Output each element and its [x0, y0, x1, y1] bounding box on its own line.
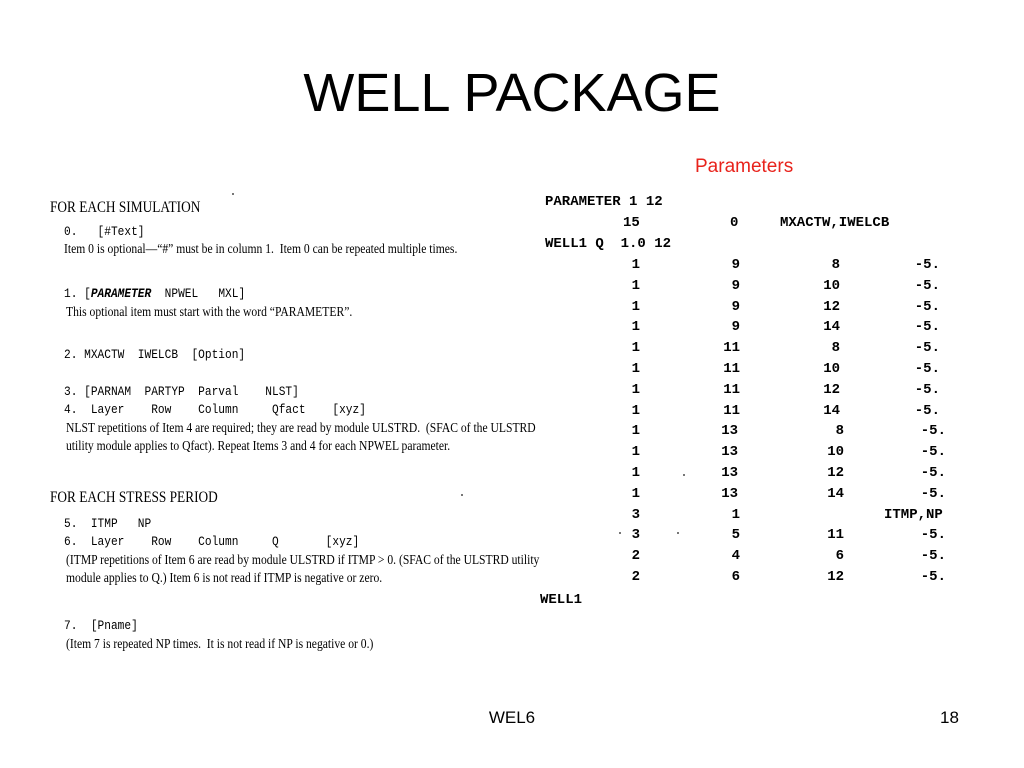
- item3-code: 3. [PARNAM PARTYP Parval NLST]: [64, 384, 299, 399]
- data-row: [540, 569, 980, 589]
- item0-code: 0. [#Text]: [64, 224, 145, 239]
- data-cell: 11: [723, 361, 740, 377]
- data-cell: 9: [731, 298, 740, 315]
- item7-code: 7. [Pname]: [64, 618, 138, 633]
- data-cell: -5.: [920, 527, 946, 544]
- well1-instance-line: WELL1: [540, 592, 583, 608]
- data-cell: 1: [631, 277, 640, 294]
- data-cell: 2: [631, 569, 640, 585]
- itmp-row: [540, 507, 980, 527]
- item2-code: 2. MXACTW IWELCB [Option]: [64, 347, 246, 362]
- data-cell: 1: [631, 319, 640, 336]
- data-cell: -5.: [920, 423, 946, 440]
- data-cell: 1: [631, 423, 640, 440]
- data-cell: 13: [721, 485, 738, 502]
- scan-speck: [232, 193, 234, 195]
- parameter-line: PARAMETER 1 12: [545, 194, 663, 210]
- data-cell: 14: [827, 485, 844, 502]
- data-cell: 10: [827, 444, 844, 461]
- item7-description: (Item 7 is repeated NP times. It is not read if NP is negative or 0.): [66, 636, 374, 651]
- stress-period-heading: FOR EACH STRESS PERIOD: [50, 489, 218, 506]
- data-cell: -5.: [914, 361, 940, 377]
- data-cell: -5.: [914, 402, 940, 419]
- items34-description-line1: NLST repetitions of Item 4 are required; they are read by module ULSTRD. (SFAC of the ULSTRD: [66, 420, 536, 435]
- data-cell: 6: [835, 548, 844, 565]
- data-row: [540, 465, 980, 485]
- data-row: [540, 423, 980, 443]
- data-cell: 8: [831, 340, 840, 357]
- mxactw-comment: MXACTW,IWELCB: [780, 215, 890, 231]
- item6-description-line1: (ITMP repetitions of Item 6 are read by module ULSTRD if ITMP > 0. (SFAC of the ULSTRD utility: [66, 552, 540, 567]
- data-cell: 12: [827, 569, 844, 585]
- data-cell: 12: [823, 298, 840, 315]
- input-instructions: [50, 192, 540, 662]
- data-cell: 11: [723, 340, 740, 357]
- data-row: [540, 361, 980, 381]
- data-cell: 1: [631, 340, 640, 357]
- data-cell: 1: [631, 402, 640, 419]
- data-cell: 1: [631, 485, 640, 502]
- data-row: [540, 257, 980, 277]
- data-cell: 3: [631, 506, 640, 523]
- data-cell: 1: [631, 257, 640, 273]
- data-cell: -5.: [914, 319, 940, 336]
- data-row: [540, 319, 980, 339]
- data-cell: -5.: [914, 298, 940, 315]
- data-row: [540, 299, 980, 319]
- data-cell: 1: [631, 381, 640, 398]
- data-cell: 2: [631, 548, 640, 565]
- data-cell: 10: [823, 277, 840, 294]
- page-number: 18: [940, 708, 959, 727]
- data-cell: -5.: [920, 465, 946, 481]
- item6-code: 6. Layer Row Column Q [xyz]: [64, 534, 360, 549]
- data-row: [540, 278, 980, 298]
- data-row: [540, 382, 980, 402]
- data-cell: -5.: [920, 485, 946, 502]
- data-cell: 5: [731, 527, 740, 544]
- item0-description: Item 0 is optional—“#” must be in column 1. Item 0 can be repeated multiple times.: [64, 241, 458, 256]
- data-cell: 4: [731, 548, 740, 565]
- data-cell: 1: [631, 444, 640, 461]
- data-cell: 9: [731, 257, 740, 273]
- data-cell: -5.: [920, 444, 946, 461]
- data-cell: 1: [731, 506, 740, 523]
- data-cell: 9: [731, 319, 740, 336]
- data-cell: 1: [631, 465, 640, 481]
- item1-description: This optional item must start with the word “PARAMETER”.: [66, 304, 353, 319]
- data-cell: -5.: [914, 277, 940, 294]
- data-cell: 3: [631, 527, 640, 544]
- scan-speck: [461, 494, 463, 496]
- param-definition-line: WELL1 Q 1.0 12: [545, 236, 672, 252]
- footer-label: WEL6: [488, 708, 536, 727]
- data-cell: -5.: [920, 569, 946, 585]
- data-cell: 11: [827, 527, 844, 544]
- parameters-label: Parameters: [695, 156, 794, 177]
- data-cell: -5.: [914, 257, 940, 273]
- data-row: [540, 340, 980, 360]
- data-cell: 6: [731, 569, 740, 585]
- data-cell: 13: [721, 423, 738, 440]
- parameter-keyword: PARAMETER: [90, 286, 152, 301]
- data-cell: -5.: [914, 340, 940, 357]
- data-cell: -5.: [914, 381, 940, 398]
- data-cell: 8: [831, 257, 840, 273]
- npwel-value: 15: [623, 215, 640, 231]
- data-cell: 11: [723, 402, 740, 419]
- data-cell: 13: [721, 444, 738, 461]
- data-row: [540, 444, 980, 464]
- data-row: [540, 403, 980, 423]
- data-cell: 11: [723, 381, 740, 398]
- data-cell: 13: [721, 465, 738, 481]
- data-row: [540, 527, 980, 547]
- data-row: [540, 548, 980, 568]
- data-cell: 14: [823, 319, 840, 336]
- simulation-heading: FOR EACH SIMULATION: [50, 199, 201, 216]
- item6-description-line2: module applies to Q.) Item 6 is not read if ITMP is negative or zero.: [66, 570, 383, 585]
- data-row: [540, 486, 980, 506]
- items34-description-line2: utility module applies to Qfact). Repeat Items 3 and 4 for each NPWEL parameter.: [66, 438, 451, 453]
- item4-code: 4. Layer Row Column Qfact [xyz]: [64, 402, 366, 417]
- data-cell: -5.: [920, 548, 946, 565]
- data-cell: 14: [823, 402, 840, 419]
- data-cell: 8: [835, 423, 844, 440]
- data-cell: 12: [823, 381, 840, 398]
- item1-code: 1. [PARAMETER NPWEL MXL]: [64, 286, 246, 301]
- data-cell: 1: [631, 361, 640, 377]
- mxactw-value: 0: [730, 215, 739, 231]
- item5-code: 5. ITMP NP: [64, 516, 152, 531]
- data-cell: 10: [823, 361, 840, 377]
- data-cell: 1: [631, 298, 640, 315]
- slide-title: WELL PACKAGE: [303, 63, 721, 123]
- itmp-comment: ITMP,NP: [884, 506, 943, 523]
- data-cell: 12: [827, 465, 844, 481]
- data-cell: 9: [731, 277, 740, 294]
